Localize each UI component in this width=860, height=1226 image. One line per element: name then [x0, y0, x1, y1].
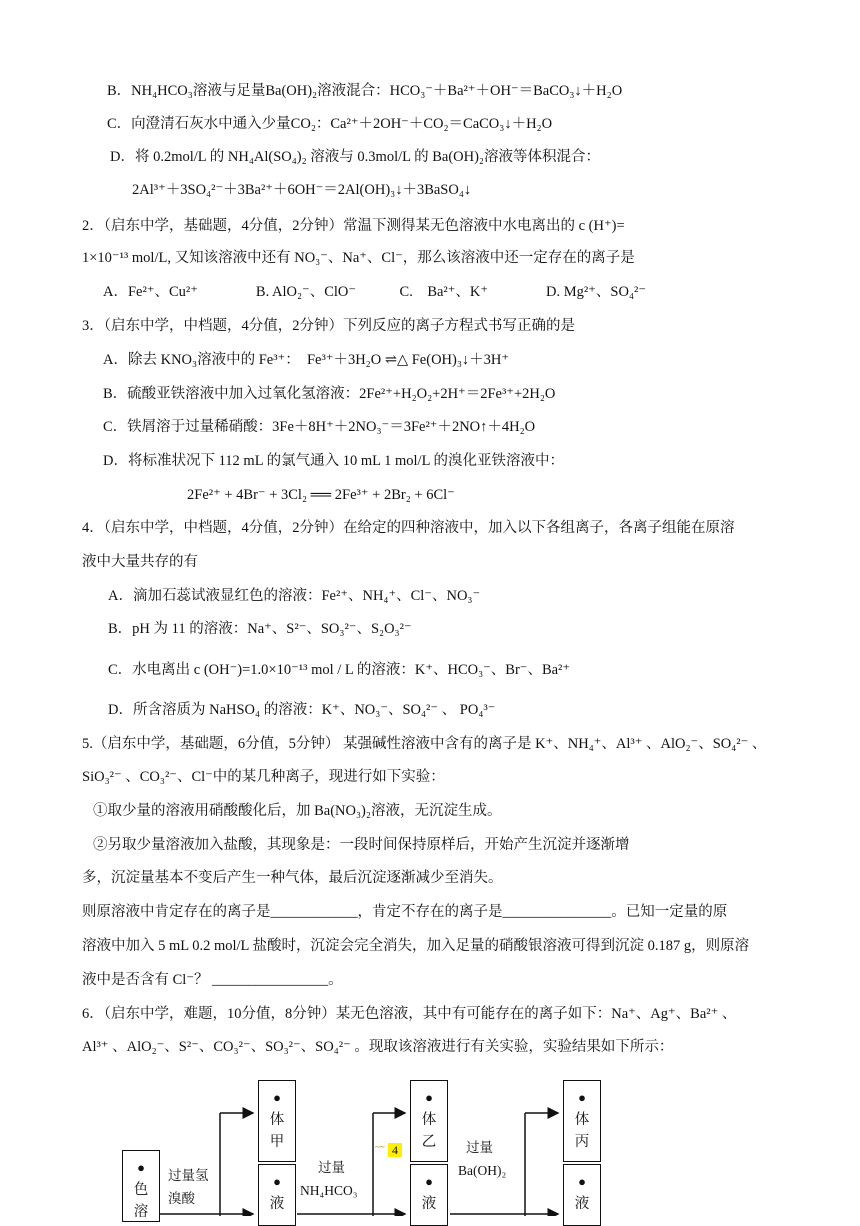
text-line: 6．（启东中学，难题，10分值，8分钟）某无色溶液，其中有可能存在的离子如下：Na⁺、Ag⁺、Ba²⁺ 、 — [82, 1006, 737, 1022]
text-line: 多，沉淀量基本不变后产生一种气体，最后沉淀逐渐减少至消失。 — [82, 870, 503, 886]
text-line: 5.（启东中学，基础题，6分值，5分钟） 某强碱性溶液中含有的离子是 K⁺、NH₄⁺、Al³⁺ 、AlO₂⁻、SO₄²⁻ 、 — [82, 736, 767, 752]
text-line: A．Fe²⁺、Cu²⁺ B. AlO₂⁻、ClO⁻ C. Ba²⁺、K⁺ D. Mg²⁺、SO₄²⁻ — [103, 284, 647, 300]
text-line: A．除去 KNO₃溶液中的 Fe³⁺： Fe³⁺＋3H₂O ⇌△ Fe(OH)₃↓＋3H⁺ — [103, 352, 510, 368]
text-line: D．所含溶质为 NaHSO₄ 的溶液：K⁺、NO₃⁻、SO₄²⁻ 、 PO₄³⁻ — [108, 702, 496, 718]
text-line: C．向澄清石灰水中通入少量CO₂：Ca²⁺＋2OH⁻＋CO₂＝CaCO₃↓＋H₂O — [107, 116, 553, 132]
text-line: 液中大量共存的有 — [82, 554, 198, 570]
box-solution-3: ● 液 — [563, 1164, 601, 1226]
text-line: SiO₃²⁻ 、CO₃²⁻、Cl⁻中的某几种离子，现进行如下实验： — [82, 769, 445, 785]
text-line: ①取少量的溶液用硝酸酸化后，加 Ba(NO₃)₂溶液，无沉淀生成。 — [93, 803, 502, 819]
text-line: C．水电离出 c (OH⁻)=1.0×10⁻¹³ mol / L 的溶液：K⁺、HCO₃⁻、Br⁻、Ba²⁺ — [108, 662, 571, 678]
text-line: Al³⁺ 、AlO₂⁻、S²⁻、CO₃²⁻、SO₃²⁻、SO₄²⁻ 。现取该溶液进行有关实验，实验结果如下所示： — [82, 1039, 674, 1055]
text-line: 3．（启东中学，中档题，4分值，2分钟）下列反应的离子方程式书写正确的是 — [82, 318, 575, 334]
text-line: 4．（启东中学，中档题，4分值，2分钟）在给定的四种溶液中，加入以下各组离子，各离子组能在原溶 — [82, 520, 735, 536]
reagent-label-3-line1: 过量 — [466, 1140, 493, 1155]
text-line: A．滴加石蕊试液显红色的溶液：Fe²⁺、NH₄⁺、Cl⁻、NO₃⁻ — [108, 588, 481, 604]
text-line: B．pH 为 11 的溶液：Na⁺、S²⁻、SO₃²⁻、S₂O₃²⁻ — [108, 621, 412, 637]
box-solution-1: ● 液 — [258, 1164, 296, 1226]
box-gas-jia: ● 体 甲 — [258, 1080, 296, 1162]
box-gas-yi: ● 体 乙 — [410, 1080, 448, 1162]
text-line: D．将标准状况下 112 mL 的氯气通入 10 mL 1 mol/L 的溴化亚铁溶液中： — [103, 453, 565, 469]
reagent-label-1-line2: 溴酸 — [168, 1191, 195, 1206]
box-start-solution: ● 色 溶 — [122, 1150, 160, 1222]
box-gas-bing: ● 体 丙 — [563, 1080, 601, 1162]
text-line: 溶液中加入 5 mL 0.2 mol/L 盐酸时，沉淀会完全消失，加入足量的硝酸银溶液可得到沉淀 0.187 g，则原溶 — [82, 938, 750, 954]
text-line: 2Al³⁺＋3SO₄²⁻＋3Ba²⁺＋6OH⁻＝2Al(OH)₃↓＋3BaSO₄↓ — [132, 182, 472, 198]
text-line: ②另取少量溶液加入盐酸，其现象是：一段时间保持原样后，开始产生沉淀并逐渐增 — [93, 837, 630, 853]
text-line: 2．（启东中学，基础题，4分值，2分钟）常温下测得某无色溶液中水电离出的 c (H⁺)= — [82, 218, 625, 234]
text-line: 则原溶液中肯定存在的离子是____________，肯定不存在的离子是_______________。已知一定量的原 — [82, 904, 728, 920]
text-line: B．硫酸亚铁溶液中加入过氧化氢溶液：2Fe²⁺+H₂O₂+2H⁺＝2Fe³⁺+2H₂O — [103, 386, 556, 402]
reagent-label-2-line1: 过量 — [318, 1160, 345, 1175]
highlight-prefix: ~~ — [375, 1142, 385, 1152]
text-line: C．铁屑溶于过量稀硝酸：3Fe＋8H⁺＋2NO₃⁻＝3Fe²⁺＋2NO↑＋4H₂O — [103, 419, 536, 435]
text-line: 液中是否含有 Cl⁻？ ________________。 — [82, 972, 343, 988]
reagent-label-1-line1: 过量氢 — [168, 1168, 209, 1183]
text-line: B．NH₄HCO₃溶液与足量Ba(OH)₂溶液混合：HCO₃⁻＋Ba²⁺＋OH⁻＝BaCO₃↓＋H₂O — [107, 83, 623, 99]
box-solution-2: ● 液 — [410, 1164, 448, 1226]
text-line: 2Fe²⁺ + 4Br⁻ + 3Cl₂ ══ 2Fe³⁺ + 2Br₂ + 6Cl⁻ — [187, 487, 455, 503]
reagent-label-2-line2: NH₄HCO₃ — [300, 1183, 358, 1198]
text-line: D．将 0.2mol/L 的 NH₄Al(SO₄)₂ 溶液与 0.3mol/L 的 Ba(OH)₂溶液等体积混合： — [110, 149, 600, 165]
reagent-label-3-line2: Ba(OH)₂ — [458, 1163, 507, 1178]
text-line: 1×10⁻¹³ mol/L, 又知该溶液中还有 NO₃⁻、Na⁺、Cl⁻，那么该溶液中还一定存在的离子是 — [82, 250, 635, 266]
highlight-number-badge: 4 — [388, 1143, 402, 1157]
